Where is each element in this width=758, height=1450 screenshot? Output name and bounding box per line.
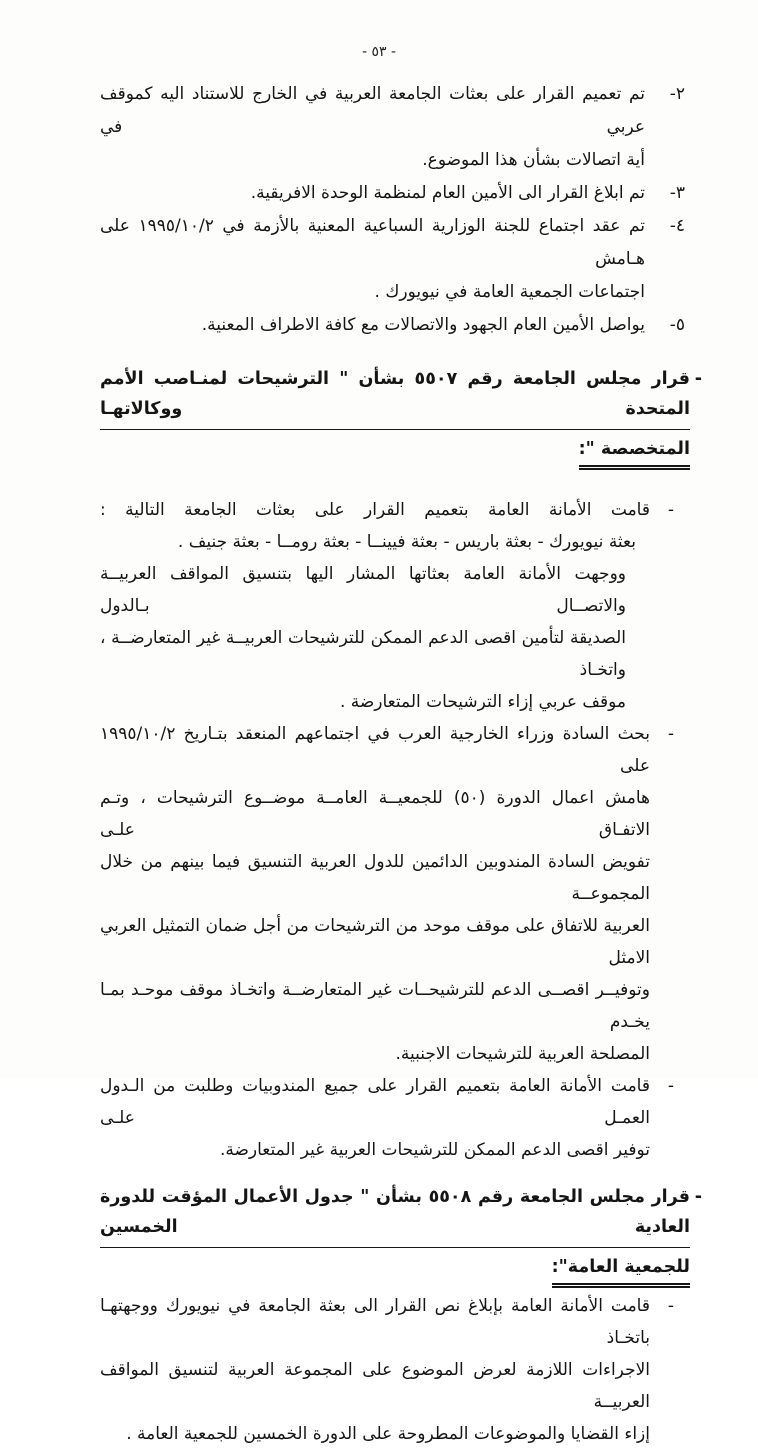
text-line: موقف عربي إزاء الترشيحات المتعارضة . bbox=[339, 692, 626, 712]
continuation-paragraph bbox=[100, 558, 626, 718]
item-text bbox=[100, 309, 645, 342]
heading-dash: - bbox=[694, 369, 702, 389]
item-number: ٣- bbox=[669, 183, 685, 203]
paragraph-text bbox=[100, 1070, 650, 1166]
section-heading-resolution-5507 bbox=[100, 364, 702, 470]
heading-dash: - bbox=[694, 1187, 702, 1207]
text-line: هامش اعمال الدورة (٥٠) للجمعيــة العامــة موضــوع الترشيحات ، وتـم الاتفـاق علـى bbox=[100, 788, 650, 840]
item-text bbox=[100, 210, 645, 309]
bullet-dash: - bbox=[667, 500, 674, 520]
text-line: إزاء القضايا والموضوعات المطروحة على الدورة الخمسين للجمعية العامة . bbox=[126, 1424, 650, 1444]
list-item bbox=[100, 210, 685, 309]
numbered-list bbox=[100, 78, 685, 342]
text-line: ووجهت الأمانة العامة بعثاتها المشار اليها بتنسيق المواقف العربيــة والاتصــال بـالدول bbox=[100, 564, 626, 616]
paragraph-text bbox=[100, 718, 650, 1070]
heading-text bbox=[100, 364, 690, 470]
section-body-resolution-5507 bbox=[100, 494, 674, 1166]
item-number: ٢- bbox=[669, 84, 685, 104]
text-line: اجتماعات الجمعية العامة في نيويورك . bbox=[374, 282, 645, 302]
section-body-resolution-5508 bbox=[100, 1290, 674, 1450]
heading-line bbox=[100, 1253, 690, 1288]
page-number: - ٥٣ - bbox=[361, 44, 397, 60]
text-line: أية اتصالات بشأن هذا الموضوع. bbox=[422, 150, 645, 170]
text-line: قامت الأمانة العامة بتعميم القرار على جميع المندوبيات وطلبت من الـدول العمـل علـى bbox=[100, 1076, 650, 1128]
text-line: الاجراءات اللازمة لعرض الموضوع على المجموعة العربية لتنسيق المواقف العربيــة bbox=[100, 1360, 650, 1412]
text-line: يواصل الأمين العام الجهود والاتصالات مع كافة الاطراف المعنية. bbox=[201, 315, 645, 335]
heading-line: قرار مجلس الجامعة رقم ٥٥٠٨ بشأن " جدول الأعمال المؤقت للدورة العادية الخمسين bbox=[100, 1182, 690, 1248]
item-number: ٤- bbox=[669, 216, 685, 236]
text-line: تم عقد اجتماع للجنة الوزارية السباعية المعنية بالأزمة في ١٩٩٥/١٠/٢ على هـامش bbox=[100, 216, 645, 269]
list-item bbox=[100, 78, 685, 177]
text-line: وتوفيــر اقصــى الدعم للترشيحــات غير المتعارضــة واتخـاذ موقف موحـد بمـا يخـدم bbox=[100, 980, 650, 1032]
bullet-paragraph bbox=[100, 494, 674, 718]
paragraph-text bbox=[100, 494, 650, 718]
text-line: قامت الأمانة العامة بإبلاغ نص القرار الى بعثة الجامعة في نيويورك ووجهتهـا باتخـاذ bbox=[100, 1296, 650, 1348]
bullet-dash: - bbox=[667, 1296, 674, 1316]
text-line: تفويض السادة المندوبين الدائمين للدول العربية التنسيق فيما بينهم من خلال المجموعــة bbox=[100, 852, 650, 904]
text-line: العربية للاتفاق على موقف موحد من الترشيحات من أجل ضمان التمثيل العربي الامثل bbox=[100, 916, 650, 968]
bullet-paragraph bbox=[100, 1070, 674, 1166]
text-line: المصلحة العربية للترشيحات الاجنبية. bbox=[395, 1044, 650, 1064]
list-item bbox=[100, 309, 685, 342]
heading-text bbox=[100, 1182, 690, 1288]
bullet-paragraph bbox=[100, 718, 674, 1070]
text-line: تم ابلاغ القرار الى الأمين العام لمنظمة الوحدة الافريقية. bbox=[250, 183, 645, 203]
text-line: توفير اقصى الدعم الممكن للترشيحات العربية غير المتعارضة. bbox=[219, 1140, 650, 1160]
list-item bbox=[100, 177, 685, 210]
heading-line-underlined: المتخصصة ": bbox=[579, 435, 690, 470]
bullet-dash: - bbox=[667, 1076, 674, 1096]
item-text bbox=[100, 177, 645, 210]
paragraph-text bbox=[100, 1290, 650, 1450]
text-line: بحث السادة وزراء الخارجية العرب في اجتماعهم المنعقد بتـاريخ ١٩٩٥/١٠/٢ على bbox=[100, 724, 650, 776]
heading-line bbox=[100, 435, 690, 470]
heading-line-underlined: للجمعية العامة": bbox=[552, 1253, 690, 1288]
heading-line: قرار مجلس الجامعة رقم ٥٥٠٧ بشأن " الترشيحات لمنـاصب الأمم المتحدة ووكالاتهـا bbox=[100, 364, 690, 430]
missions-line: بعثة نيويورك - بعثة باريس - بعثة فيينــا - بعثة رومــا - بعثة جنيف . bbox=[177, 532, 636, 552]
bullet-dash: - bbox=[667, 724, 674, 744]
item-text bbox=[100, 78, 645, 177]
text-line: تم تعميم القرار على بعثات الجامعة العربية في الخارج للاستناد اليه كموقف عربي في bbox=[100, 84, 645, 137]
bullet-paragraph bbox=[100, 1290, 674, 1450]
item-number: ٥- bbox=[669, 315, 685, 335]
text-line: الصديقة لتأمين اقصى الدعم الممكن للترشيحات العربيــة غير المتعارضــة ، واتخـاذ bbox=[100, 628, 626, 680]
text-line: قامت الأمانة العامة بتعميم القرار على بعثات الجامعة التالية : bbox=[100, 500, 650, 520]
section-heading-resolution-5508 bbox=[100, 1182, 702, 1288]
